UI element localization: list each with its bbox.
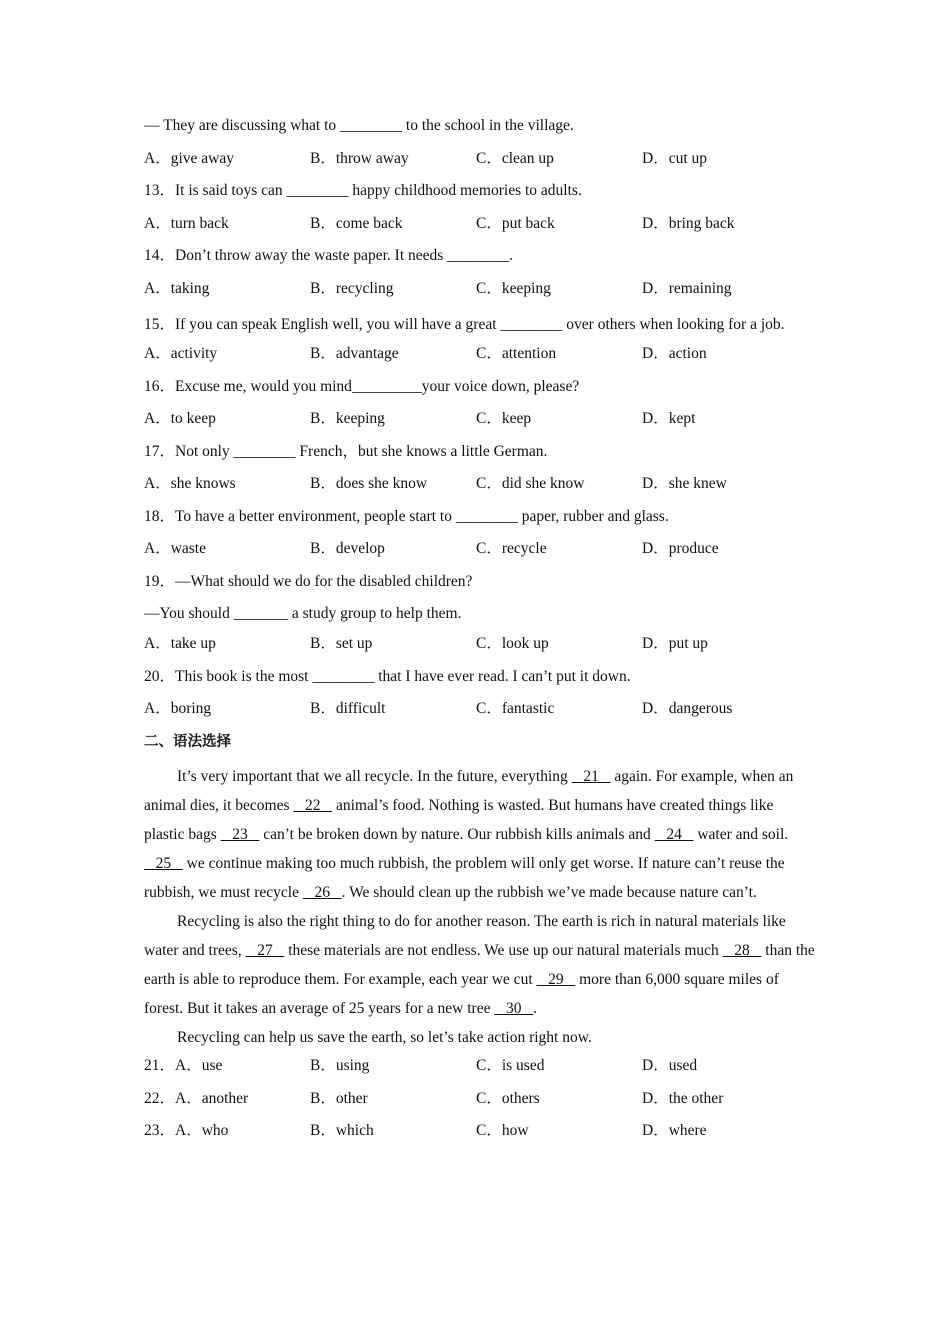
option-d: D．bring back xyxy=(642,214,735,232)
option-b: B．develop xyxy=(310,540,385,557)
q14-options xyxy=(144,277,816,310)
option-b: B．set up xyxy=(310,635,373,652)
q17-options xyxy=(144,472,816,505)
q20-stem: 20．This book is the most ________ that I have ever read. I can’t put it down. xyxy=(144,667,631,685)
blank-21: 21 xyxy=(571,768,611,785)
option-a: A．to keep xyxy=(144,410,216,427)
passage-text: . xyxy=(533,1000,537,1017)
q15-options xyxy=(144,342,816,375)
q17-stem: 17．Not only ________ French，but she knows a little German. xyxy=(144,442,548,460)
q18-stem: 18．To have a better environment, people start to ________ paper, rubber and glass. xyxy=(144,507,669,525)
passage-text: again. For example, when an animal dies, it becomes xyxy=(144,768,794,814)
option-a: A．activity xyxy=(144,345,218,362)
option-c: C．is used xyxy=(476,1057,545,1074)
option-d: D．cut up xyxy=(642,149,708,167)
q23-options xyxy=(144,1119,816,1152)
option-d: D．used xyxy=(642,1057,698,1074)
q13-stem: 13．It is said toys can ________ happy childhood memories to adults. xyxy=(144,182,582,199)
option-c: C．attention xyxy=(476,345,557,362)
option-d: D．where xyxy=(642,1122,707,1139)
option-b: B．other xyxy=(310,1089,368,1107)
passage-text: more than 6,000 square miles of forest. But it takes an average of 25 years for a new tree xyxy=(144,971,779,1017)
option-d: D．she knew xyxy=(642,475,727,492)
option-a xyxy=(144,1119,310,1152)
option-a xyxy=(144,1054,310,1087)
option-a: A．take up xyxy=(144,635,216,652)
blank-23: 23 xyxy=(220,826,260,843)
option-c: C．keep xyxy=(476,410,532,427)
blank-24: 24 xyxy=(654,826,694,843)
passage-text: animal’s food. Nothing is wasted. But humans have created things like plastic bags xyxy=(144,797,774,843)
blank-25: 25 xyxy=(144,855,183,872)
option-b: B．advantage xyxy=(310,345,399,362)
option-a: A．taking xyxy=(144,279,210,297)
option-d: D．kept xyxy=(642,410,696,427)
option-c: C．recycle xyxy=(476,540,547,557)
passage-text: can’t be broken down by nature. Our rubbish kills animals and xyxy=(259,826,655,843)
option-b: B．recycling xyxy=(310,279,394,297)
q21-options xyxy=(144,1054,816,1087)
passage-text: . We should clean up the rubbish we’ve made because nature can’t. xyxy=(341,884,757,901)
option-c: C．did she know xyxy=(476,475,585,492)
q12-stem: — They are discussing what to ________ to the school in the village. xyxy=(144,117,574,134)
option-a: A．she knows xyxy=(144,475,236,492)
question-number: 22． xyxy=(144,1089,176,1107)
option-a-text: A．who xyxy=(175,1122,229,1139)
option-b: B．using xyxy=(310,1057,370,1074)
passage-text: we continue making too much rubbish, the problem will only get worse. If nature can’t reuse the rubbish, we must recycle xyxy=(144,855,785,901)
blank-28: 28 xyxy=(722,942,762,959)
q22-options xyxy=(144,1087,816,1120)
option-b: B．keeping xyxy=(310,410,385,427)
option-c: C．keeping xyxy=(476,279,551,297)
option-c: C．clean up xyxy=(476,149,554,167)
question-number: 23． xyxy=(144,1122,176,1139)
q14-stem: 14．Don’t throw away the waste paper. It needs ________. xyxy=(144,247,514,264)
q20-options xyxy=(144,697,816,730)
option-d: D．action xyxy=(642,345,707,362)
option-a: A．boring xyxy=(144,700,212,717)
document-page xyxy=(144,114,816,1152)
option-a xyxy=(144,1087,310,1120)
q12-options xyxy=(144,147,816,180)
option-c: C．fantastic xyxy=(476,700,555,717)
option-b: B．come back xyxy=(310,214,403,232)
blank-27: 27 xyxy=(245,942,285,959)
passage-text: water and soil. xyxy=(693,826,789,843)
passage-text: Recycling is also the right thing to do for another reason. The earth is rich in natural materials like water and trees, xyxy=(144,913,786,959)
option-b: B．difficult xyxy=(310,700,386,717)
q16-stem-post: your voice down, please? xyxy=(421,377,580,395)
option-a: A．waste xyxy=(144,540,206,557)
q19-stem: 19．—What should we do for the disabled children? xyxy=(144,572,473,590)
q16-stem-pre: 16．Excuse me, would you mind xyxy=(144,377,352,395)
q18-options xyxy=(144,537,816,570)
q16-options xyxy=(144,407,816,440)
option-a: A．turn back xyxy=(144,214,229,232)
passage-paragraph-1 xyxy=(144,762,816,907)
option-a: A．give away xyxy=(144,149,234,167)
option-d: D．dangerous xyxy=(642,700,733,717)
q16-blank: _________ xyxy=(351,377,422,395)
q19-stem-2: —You should _______ a study group to help them. xyxy=(144,605,462,622)
option-b: B．does she know xyxy=(310,475,428,492)
section-title: 二、语法选择 xyxy=(144,733,231,750)
option-d: D．the other xyxy=(642,1089,724,1107)
question-number: 21． xyxy=(144,1057,176,1074)
option-d: D．remaining xyxy=(642,279,732,297)
option-d: D．put up xyxy=(642,635,708,652)
q16-stem xyxy=(144,375,816,408)
blank-29: 29 xyxy=(536,971,576,988)
option-c: C．others xyxy=(476,1089,540,1107)
passage-paragraph-3: Recycling can help us save the earth, so let’s take action right now. xyxy=(177,1029,592,1046)
passage-text: these materials are not endless. We use up our natural materials much xyxy=(284,942,723,959)
q19-options xyxy=(144,632,816,665)
option-a-text: A．use xyxy=(175,1057,223,1074)
passage-text: than the earth is able to reproduce them. For example, each year we cut xyxy=(144,942,815,988)
blank-30: 30 xyxy=(494,1000,534,1017)
option-b: B．throw away xyxy=(310,149,409,167)
passage-text: It’s very important that we all recycle. In the future, everything xyxy=(177,768,572,785)
blank-22: 22 xyxy=(293,797,333,814)
option-a-text: A．another xyxy=(175,1089,249,1107)
option-c: C．look up xyxy=(476,635,549,652)
option-b: B．which xyxy=(310,1122,374,1139)
q13-options xyxy=(144,212,816,245)
option-d: D．produce xyxy=(642,540,719,557)
option-c: C．put back xyxy=(476,214,555,232)
q15-stem: 15．If you can speak English well, you will have a great ________ over others when looking for a job. xyxy=(144,316,785,333)
option-c: C．how xyxy=(476,1122,529,1139)
passage-paragraph-2 xyxy=(144,907,816,1023)
blank-26: 26 xyxy=(302,884,342,901)
